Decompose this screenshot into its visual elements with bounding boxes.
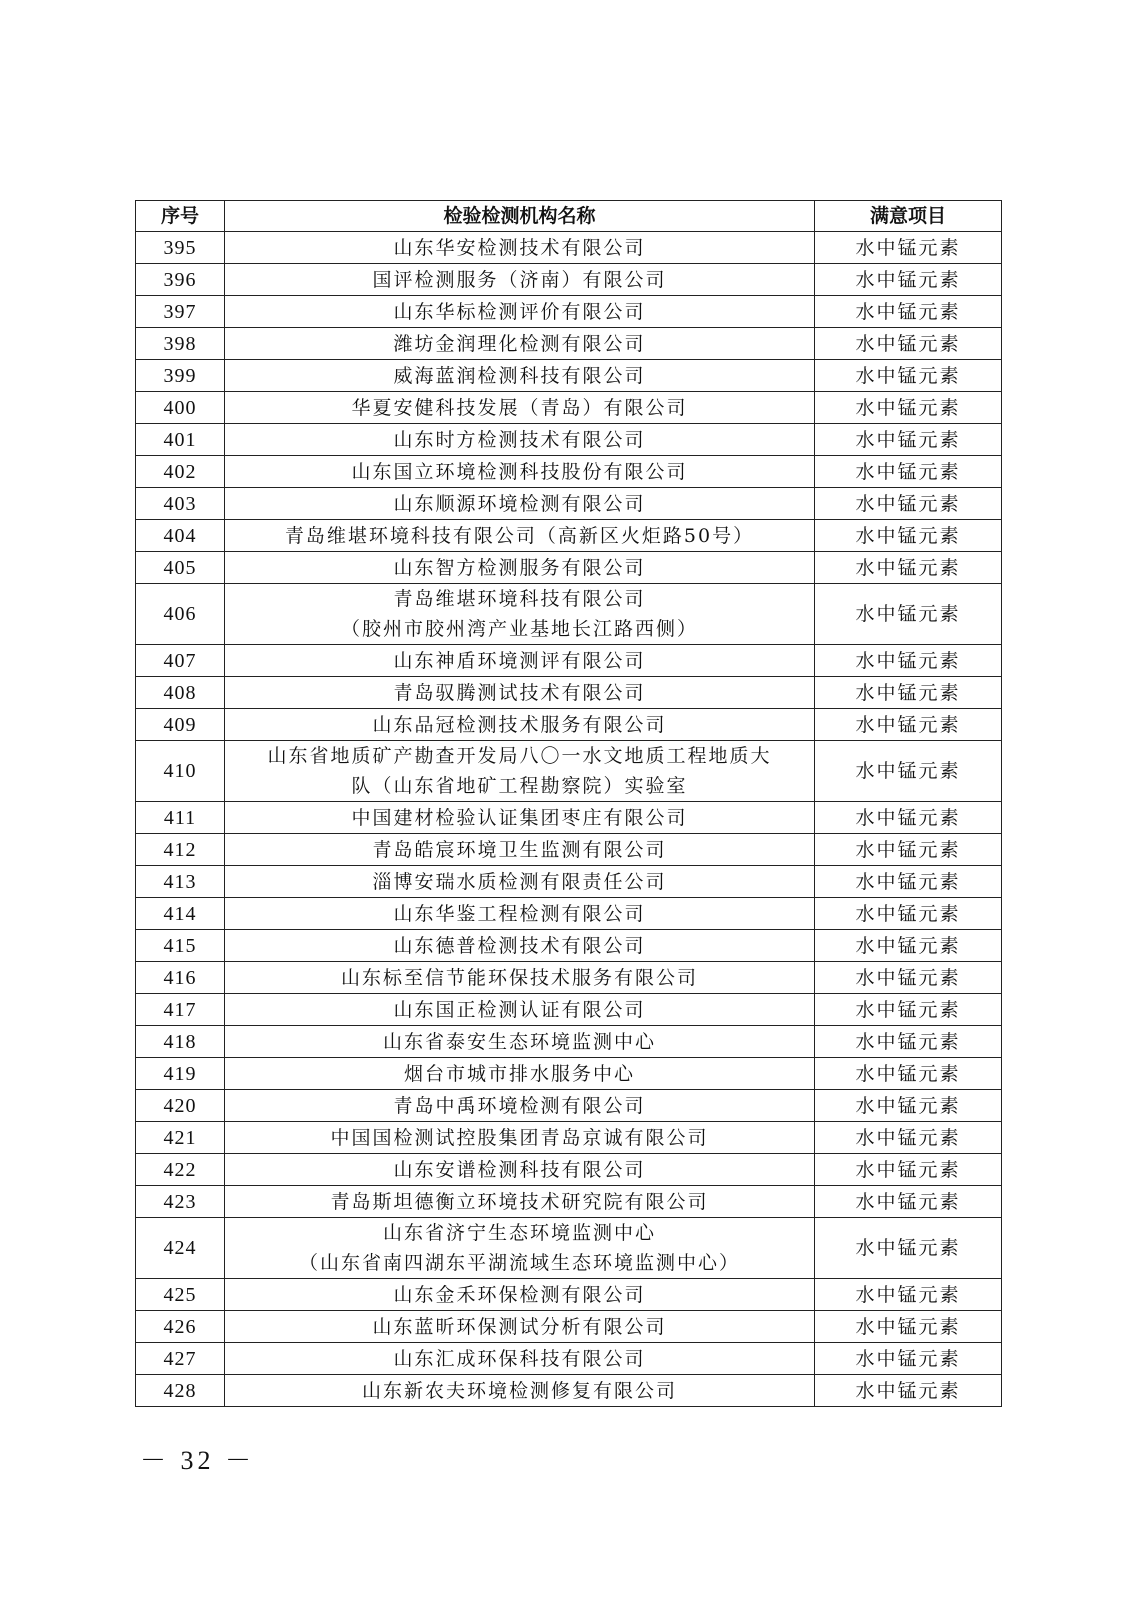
table-row (136, 584, 1002, 645)
cell-satisfactory-item: 水中锰元素 (815, 1154, 1002, 1186)
table-row (136, 1122, 1002, 1154)
cell-satisfactory-item: 水中锰元素 (815, 1311, 1002, 1343)
cell-institution-name: 山东新农夫环境检测修复有限公司 (225, 1375, 815, 1407)
cell-satisfactory-item: 水中锰元素 (815, 645, 1002, 677)
cell-institution-name: 烟台市城市排水服务中心 (225, 1058, 815, 1090)
cell-serial-number: 421 (136, 1122, 225, 1154)
cell-serial-number: 420 (136, 1090, 225, 1122)
cell-serial-number: 428 (136, 1375, 225, 1407)
cell-satisfactory-item: 水中锰元素 (815, 552, 1002, 584)
table-row (136, 1090, 1002, 1122)
cell-serial-number: 407 (136, 645, 225, 677)
cell-serial-number: 409 (136, 709, 225, 741)
cell-serial-number: 398 (136, 328, 225, 360)
cell-serial-number: 424 (136, 1218, 225, 1279)
cell-institution-name: 山东蓝昕环保测试分析有限公司 (225, 1311, 815, 1343)
cell-satisfactory-item: 水中锰元素 (815, 1375, 1002, 1407)
cell-satisfactory-item: 水中锰元素 (815, 1122, 1002, 1154)
table-row (136, 328, 1002, 360)
table-row (136, 1343, 1002, 1375)
cell-satisfactory-item: 水中锰元素 (815, 488, 1002, 520)
table-row (136, 552, 1002, 584)
cell-serial-number: 416 (136, 962, 225, 994)
cell-serial-number: 410 (136, 741, 225, 802)
cell-serial-number: 411 (136, 802, 225, 834)
table-row (136, 264, 1002, 296)
cell-satisfactory-item: 水中锰元素 (815, 296, 1002, 328)
table-row (136, 802, 1002, 834)
table-row (136, 1218, 1002, 1279)
cell-satisfactory-item: 水中锰元素 (815, 264, 1002, 296)
cell-satisfactory-item: 水中锰元素 (815, 232, 1002, 264)
cell-serial-number: 400 (136, 392, 225, 424)
cell-institution-name: 华夏安健科技发展（青岛）有限公司 (225, 392, 815, 424)
table-row (136, 456, 1002, 488)
cell-serial-number: 404 (136, 520, 225, 552)
table-row (136, 360, 1002, 392)
table-row (136, 834, 1002, 866)
cell-serial-number: 399 (136, 360, 225, 392)
cell-serial-number: 408 (136, 677, 225, 709)
cell-institution-name: 威海蓝润检测科技有限公司 (225, 360, 815, 392)
cell-institution-name: 山东华安检测技术有限公司 (225, 232, 815, 264)
table-row (136, 898, 1002, 930)
cell-institution-name: 山东德普检测技术有限公司 (225, 930, 815, 962)
cell-serial-number: 414 (136, 898, 225, 930)
table-row (136, 1058, 1002, 1090)
table-row (136, 296, 1002, 328)
cell-institution-name: 山东品冠检测技术服务有限公司 (225, 709, 815, 741)
cell-serial-number: 397 (136, 296, 225, 328)
cell-institution-name: 中国国检测试控股集团青岛京诚有限公司 (225, 1122, 815, 1154)
cell-institution-name: 山东安谱检测科技有限公司 (225, 1154, 815, 1186)
cell-institution-name: 潍坊金润理化检测有限公司 (225, 328, 815, 360)
cell-serial-number: 412 (136, 834, 225, 866)
cell-institution-name: 山东华鉴工程检测有限公司 (225, 898, 815, 930)
cell-institution-name: 山东金禾环保检测有限公司 (225, 1279, 815, 1311)
cell-serial-number: 423 (136, 1186, 225, 1218)
table-row (136, 232, 1002, 264)
table-row (136, 962, 1002, 994)
cell-serial-number: 403 (136, 488, 225, 520)
cell-satisfactory-item: 水中锰元素 (815, 930, 1002, 962)
header-satisfactory-item: 满意项目 (815, 201, 1002, 232)
table-row (136, 392, 1002, 424)
table-row (136, 741, 1002, 802)
table-body (136, 232, 1002, 1407)
cell-satisfactory-item: 水中锰元素 (815, 456, 1002, 488)
cell-serial-number: 419 (136, 1058, 225, 1090)
cell-serial-number: 406 (136, 584, 225, 645)
cell-serial-number: 417 (136, 994, 225, 1026)
cell-satisfactory-item: 水中锰元素 (815, 834, 1002, 866)
table-header-row (136, 201, 1002, 232)
cell-satisfactory-item: 水中锰元素 (815, 898, 1002, 930)
cell-satisfactory-item: 水中锰元素 (815, 741, 1002, 802)
table-row (136, 1311, 1002, 1343)
cell-institution-name: 中国建材检验认证集团枣庄有限公司 (225, 802, 815, 834)
cell-satisfactory-item: 水中锰元素 (815, 1058, 1002, 1090)
cell-satisfactory-item: 水中锰元素 (815, 424, 1002, 456)
cell-institution-name: 青岛皓宸环境卫生监测有限公司 (225, 834, 815, 866)
table-row (136, 520, 1002, 552)
table-row (136, 424, 1002, 456)
table-row (136, 1375, 1002, 1407)
cell-serial-number: 425 (136, 1279, 225, 1311)
cell-satisfactory-item: 水中锰元素 (815, 1279, 1002, 1311)
cell-institution-name: 淄博安瑞水质检测有限责任公司 (225, 866, 815, 898)
cell-satisfactory-item: 水中锰元素 (815, 962, 1002, 994)
cell-satisfactory-item: 水中锰元素 (815, 994, 1002, 1026)
cell-institution-name: 山东汇成环保科技有限公司 (225, 1343, 815, 1375)
cell-serial-number: 401 (136, 424, 225, 456)
cell-institution-name: 山东顺源环境检测有限公司 (225, 488, 815, 520)
header-serial-number: 序号 (136, 201, 225, 232)
header-institution-name: 检验检测机构名称 (225, 201, 815, 232)
cell-institution-name: 山东标至信节能环保技术服务有限公司 (225, 962, 815, 994)
cell-institution-name: 青岛维堪环境科技有限公司 （胶州市胶州湾产业基地长江路西侧） (225, 584, 815, 645)
cell-satisfactory-item: 水中锰元素 (815, 709, 1002, 741)
table-row (136, 1279, 1002, 1311)
table-row (136, 709, 1002, 741)
cell-satisfactory-item: 水中锰元素 (815, 584, 1002, 645)
results-table (135, 200, 1002, 1407)
page-number: － 32 － (140, 1446, 256, 1475)
cell-serial-number: 427 (136, 1343, 225, 1375)
cell-institution-name: 山东神盾环境测评有限公司 (225, 645, 815, 677)
cell-serial-number: 413 (136, 866, 225, 898)
cell-institution-name: 山东国正检测认证有限公司 (225, 994, 815, 1026)
cell-satisfactory-item: 水中锰元素 (815, 1026, 1002, 1058)
cell-institution-name: 山东国立环境检测科技股份有限公司 (225, 456, 815, 488)
table-row (136, 677, 1002, 709)
cell-institution-name: 青岛中禹环境检测有限公司 (225, 1090, 815, 1122)
cell-satisfactory-item: 水中锰元素 (815, 1343, 1002, 1375)
cell-satisfactory-item: 水中锰元素 (815, 328, 1002, 360)
cell-serial-number: 422 (136, 1154, 225, 1186)
cell-satisfactory-item: 水中锰元素 (815, 1090, 1002, 1122)
cell-serial-number: 415 (136, 930, 225, 962)
cell-satisfactory-item: 水中锰元素 (815, 802, 1002, 834)
cell-institution-name: 青岛斯坦德衡立环境技术研究院有限公司 (225, 1186, 815, 1218)
cell-serial-number: 396 (136, 264, 225, 296)
cell-satisfactory-item: 水中锰元素 (815, 1186, 1002, 1218)
cell-institution-name: 青岛维堪环境科技有限公司（高新区火炬路50号） (225, 520, 815, 552)
table-row (136, 1154, 1002, 1186)
table-row (136, 645, 1002, 677)
table-row (136, 1186, 1002, 1218)
cell-institution-name: 山东省泰安生态环境监测中心 (225, 1026, 815, 1058)
cell-serial-number: 405 (136, 552, 225, 584)
cell-satisfactory-item: 水中锰元素 (815, 392, 1002, 424)
table-row (136, 488, 1002, 520)
cell-institution-name: 山东省地质矿产勘查开发局八〇一水文地质工程地质大 队（山东省地矿工程勘察院）实验室 (225, 741, 815, 802)
cell-satisfactory-item: 水中锰元素 (815, 677, 1002, 709)
cell-serial-number: 426 (136, 1311, 225, 1343)
table-row (136, 866, 1002, 898)
cell-institution-name: 青岛驭腾测试技术有限公司 (225, 677, 815, 709)
cell-satisfactory-item: 水中锰元素 (815, 520, 1002, 552)
cell-institution-name: 山东省济宁生态环境监测中心 （山东省南四湖东平湖流域生态环境监测中心） (225, 1218, 815, 1279)
cell-satisfactory-item: 水中锰元素 (815, 866, 1002, 898)
cell-serial-number: 395 (136, 232, 225, 264)
cell-satisfactory-item: 水中锰元素 (815, 360, 1002, 392)
cell-satisfactory-item: 水中锰元素 (815, 1218, 1002, 1279)
cell-institution-name: 山东华标检测评价有限公司 (225, 296, 815, 328)
cell-serial-number: 418 (136, 1026, 225, 1058)
table-row (136, 1026, 1002, 1058)
table-row (136, 994, 1002, 1026)
cell-institution-name: 山东智方检测服务有限公司 (225, 552, 815, 584)
cell-institution-name: 山东时方检测技术有限公司 (225, 424, 815, 456)
cell-serial-number: 402 (136, 456, 225, 488)
table-row (136, 930, 1002, 962)
cell-institution-name: 国评检测服务（济南）有限公司 (225, 264, 815, 296)
